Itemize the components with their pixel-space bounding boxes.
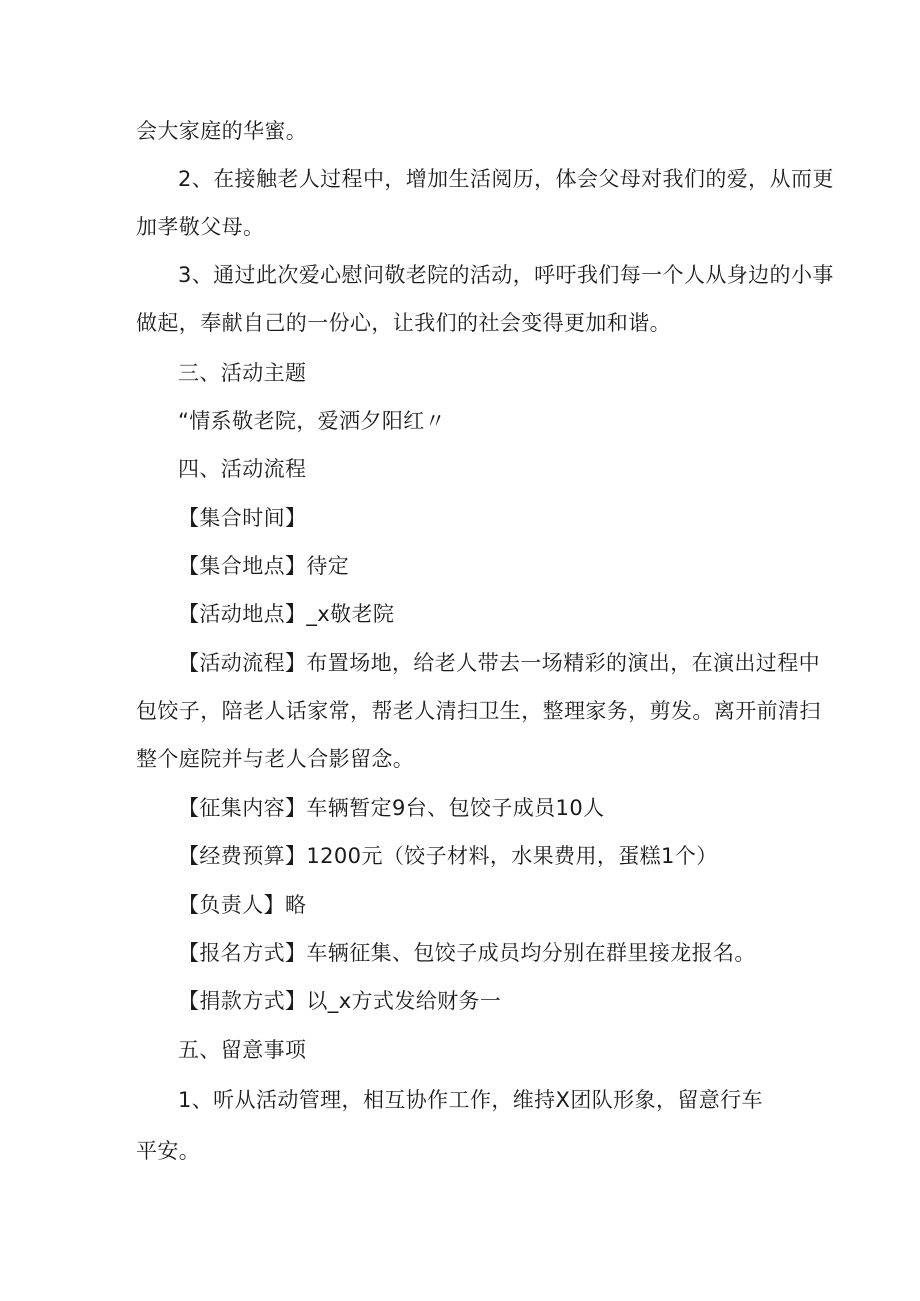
field-line: 【活动地点】_x敬老院 [178,602,395,626]
field-line: 【集合地点】待定 [178,554,350,578]
paragraph-line: 整个庭院并与老人合影留念。 [136,747,415,771]
section-heading: 五、留意事项 [178,1038,307,1062]
paragraph-line: 加孝敬父母。 [136,215,265,239]
paragraph-line: 2、在接触老人过程中，增加生活阅历，体会父母对我们的爱，从而更 [178,167,834,191]
field-line: 【活动流程】布置场地，给老人带去一场精彩的演出，在演出过程中 [178,651,820,675]
field-line: 【集合时间】 [178,506,307,530]
section-heading: 三、活动主题 [178,361,307,385]
field-line: 【报名方式】车辆征集、包饺子成员均分别在群里接龙报名。 [178,941,756,965]
section-heading: 四、活动流程 [178,457,307,481]
field-line: 【征集内容】车辆暂定9台、包饺子成员10人 [178,796,605,820]
paragraph-line: 3、通过此次爱心慰问敬老院的活动，呼吁我们每一个人从身边的小事 [178,263,834,287]
field-line: 【负责人】略 [178,893,307,917]
field-line: 【经费预算】1200元（饺子材料，水果费用，蛋糕1个） [178,844,718,868]
paragraph-line: 平安。 [136,1139,201,1163]
activity-theme: “情系敬老院，爱洒夕阳红〃 [178,409,447,433]
paragraph-line: 会大家庭的华蜜。 [136,119,308,143]
paragraph-line: 包饺子，陪老人话家常，帮老人清扫卫生，整理家务，剪发。离开前清扫 [136,699,821,723]
paragraph-line: 做起，奉献自己的一份心，让我们的社会变得更加和谐。 [136,311,671,335]
paragraph-line: 1、听从活动管理，相互协作工作，维持X团队形象，留意行车 [178,1088,763,1112]
field-line: 【捐款方式】以_x方式发给财务一 [178,989,502,1013]
